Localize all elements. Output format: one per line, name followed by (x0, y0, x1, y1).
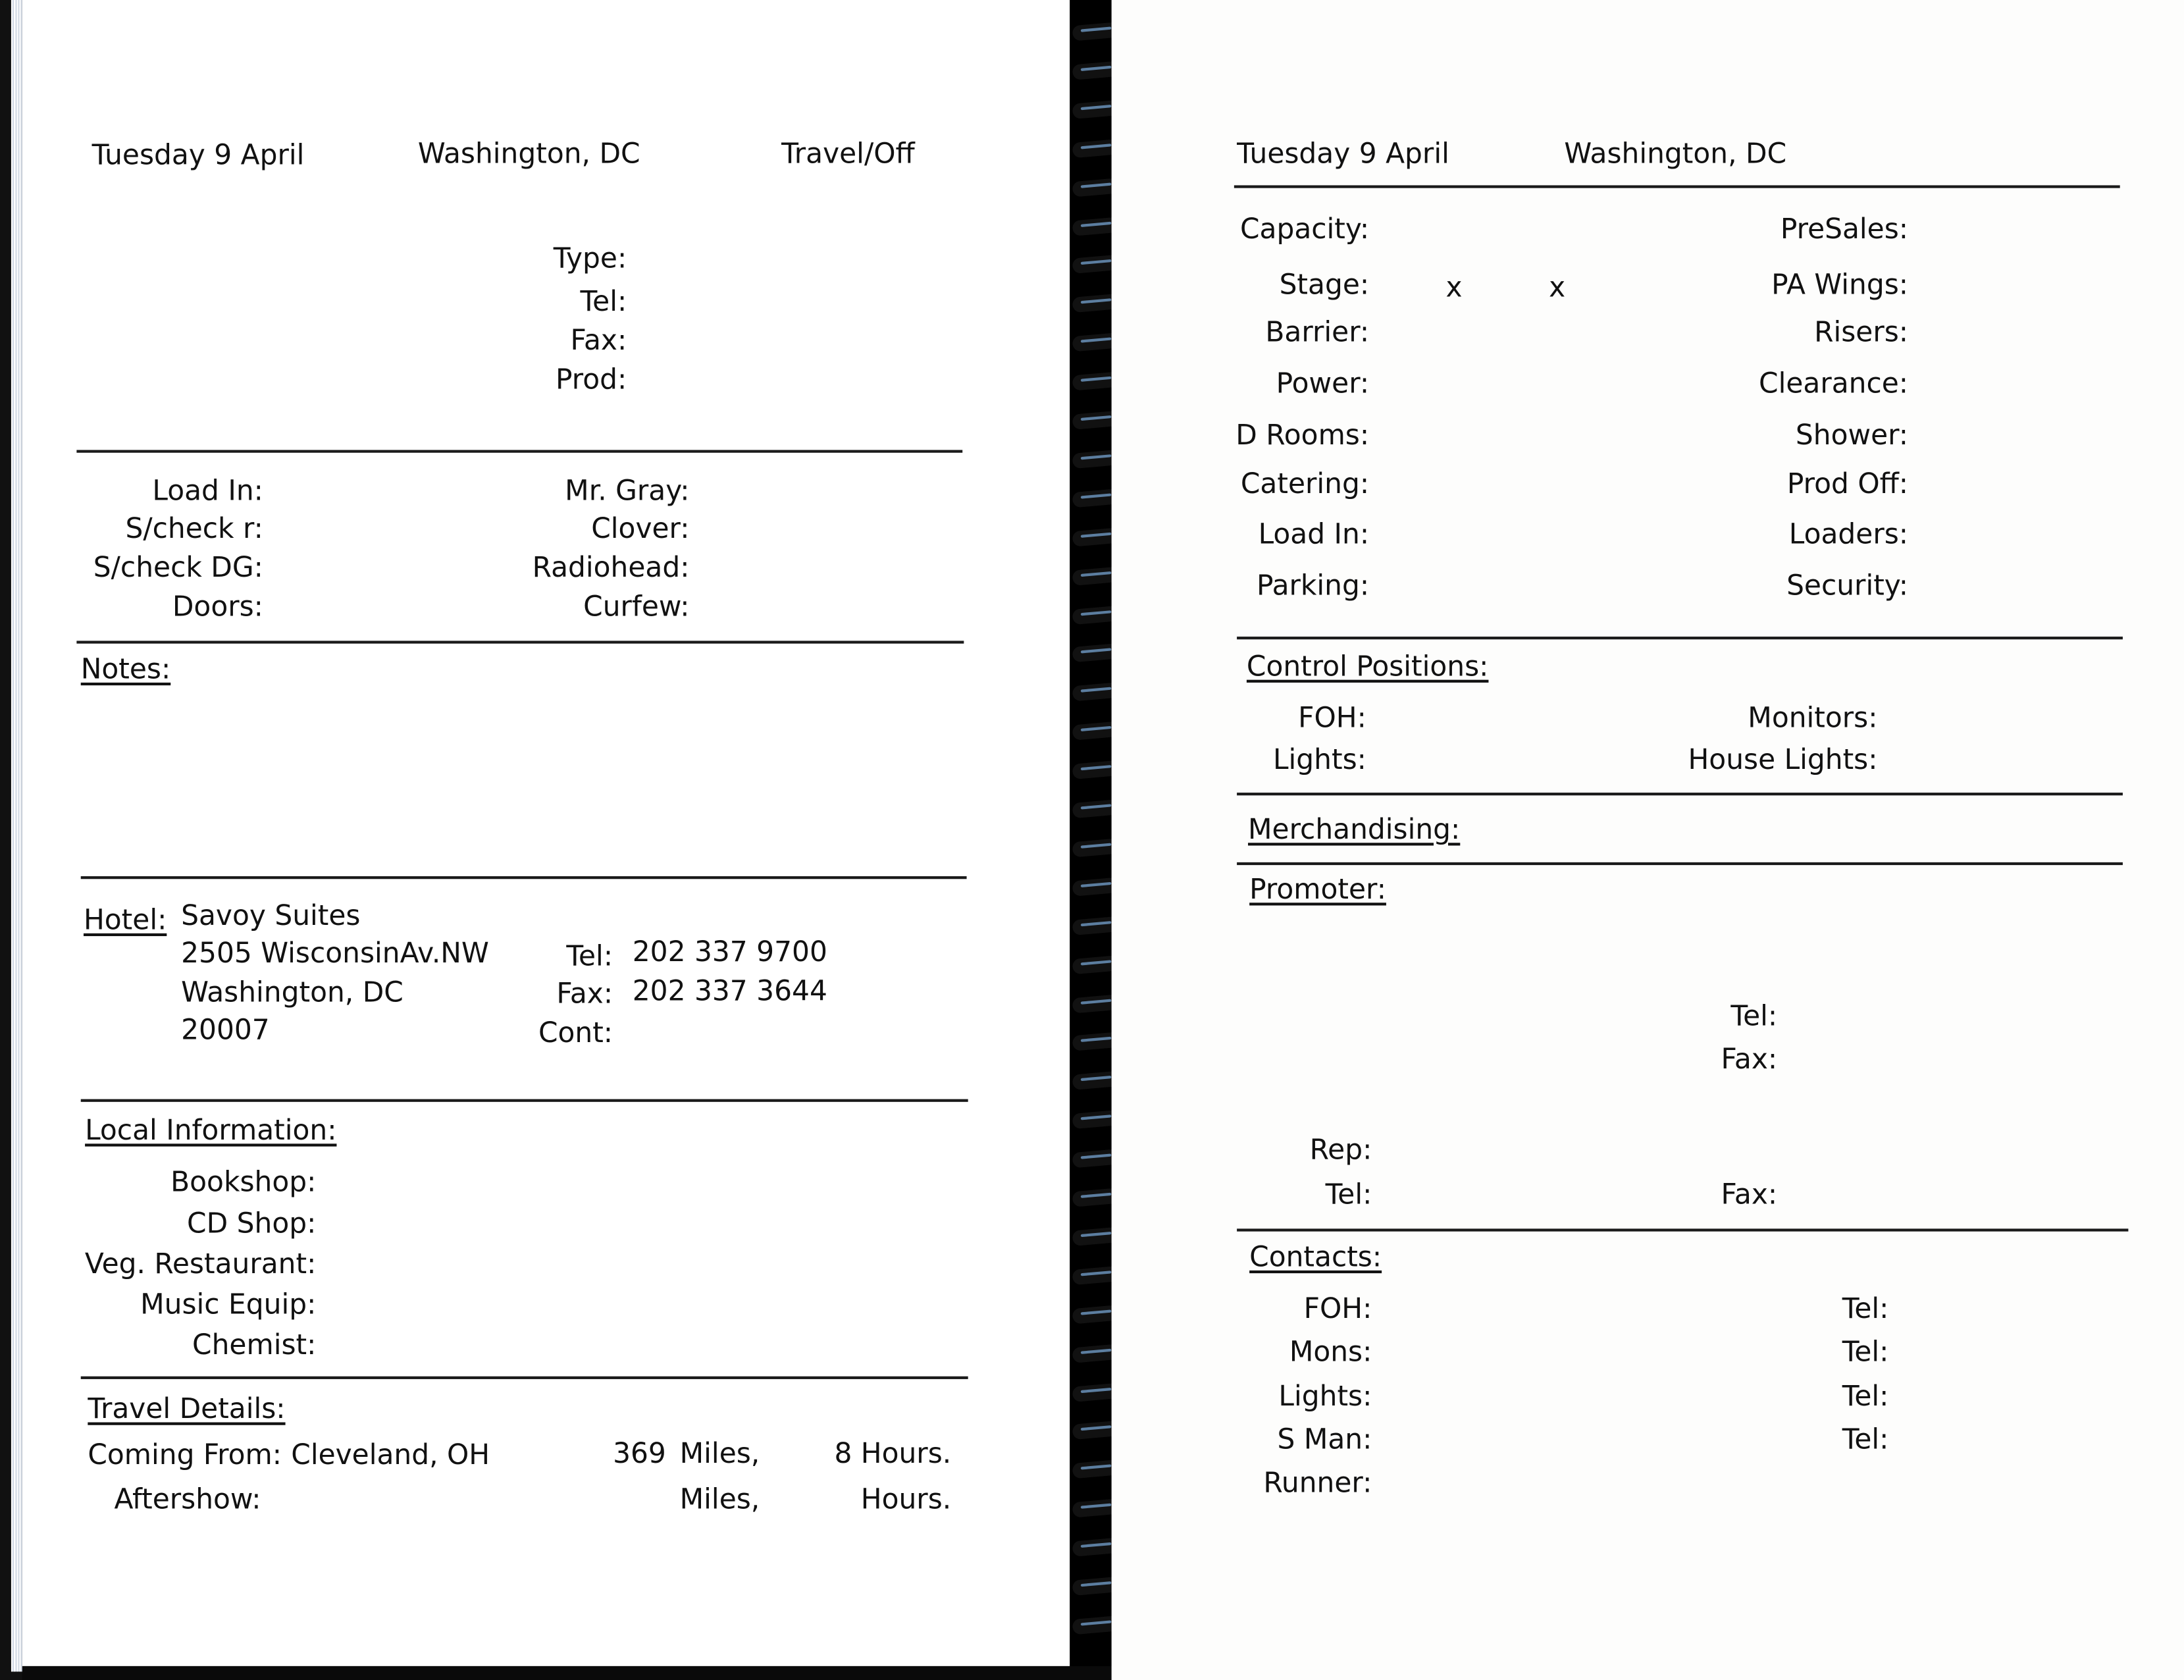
clearance-label: Clearance: (1759, 366, 1909, 400)
hours-label: Hours. (860, 1436, 952, 1470)
aftershow-label: Aftershow: (114, 1482, 261, 1516)
soundcheck-dg-label: S/check DG: (93, 550, 263, 584)
right-date: Tuesday 9 April (1237, 136, 1449, 171)
contact-lights-label: Lights: (1278, 1378, 1372, 1413)
hotel-street: 2505 WisconsinAv.NW (181, 936, 489, 970)
security-label: Security: (1786, 568, 1909, 602)
divider (81, 1099, 968, 1102)
control-positions-heading: Control Positions: (1246, 649, 1489, 683)
divider (1237, 862, 2123, 865)
chemist-label: Chemist: (192, 1327, 317, 1361)
contact-tel-label: Tel: (1842, 1291, 1889, 1325)
stage-mark: x (1445, 270, 1463, 304)
divider (1237, 793, 2123, 795)
venue-fax-label: Fax: (570, 323, 627, 357)
hotel-tel: 202 337 9700 (632, 934, 827, 968)
control-foh-label: FOH: (1298, 700, 1366, 735)
contact-foh-label: FOH: (1303, 1291, 1372, 1325)
divider (76, 641, 964, 643)
control-house-lights-label: House Lights: (1688, 742, 1878, 776)
promoter-fax-label: Fax: (1721, 1041, 1778, 1076)
rep-label: Rep: (1309, 1132, 1372, 1167)
aftershow-hours-label: Hours. (860, 1482, 952, 1516)
contact-stage-manager-label: S Man: (1277, 1422, 1372, 1456)
prod-off-label: Prod Off: (1786, 466, 1909, 500)
left-status: Travel/Off (781, 136, 915, 171)
hours-value: 8 (834, 1436, 852, 1470)
risers-label: Risers: (1814, 315, 1909, 349)
contact-tel-label: Tel: (1842, 1334, 1889, 1369)
miles-label: Miles, (679, 1436, 760, 1470)
rep-fax-label: Fax: (1721, 1177, 1778, 1211)
divider (76, 450, 962, 453)
pa-wings-label: PA Wings: (1771, 267, 1909, 302)
contact-runner-label: Runner: (1263, 1465, 1372, 1499)
shower-label: Shower: (1795, 417, 1909, 452)
contact-tel-label: Tel: (1842, 1378, 1889, 1413)
barrier-label: Barrier: (1265, 315, 1370, 349)
veg-restaurant-label: Veg. Restaurant: (84, 1246, 317, 1280)
load-in-label: Load In: (1258, 517, 1370, 550)
merchandising-heading: Merchandising: (1248, 812, 1461, 846)
local-info-heading: Local Information: (85, 1113, 337, 1147)
notes-heading: Notes: (80, 652, 171, 686)
clover-label: Clover: (591, 511, 690, 545)
bookshop-label: Bookshop: (170, 1165, 317, 1198)
hotel-contact-label: Cont: (538, 1015, 613, 1049)
promoter-heading: Promoter: (1249, 872, 1386, 906)
coming-from-value: Cleveland, OH (291, 1437, 490, 1471)
cd-shop-label: CD Shop: (187, 1206, 317, 1240)
control-monitors-label: Monitors: (1748, 700, 1878, 735)
venue-prod-label: Prod: (555, 362, 627, 396)
divider (81, 1377, 968, 1379)
mr-gray-label: Mr. Gray: (565, 473, 690, 508)
miles-value: 369 (613, 1436, 666, 1470)
stage-label: Stage: (1279, 267, 1370, 302)
hotel-fax-label: Fax: (556, 976, 613, 1011)
contact-mons-label: Mons: (1289, 1334, 1372, 1369)
right-city: Washington, DC (1564, 136, 1787, 171)
divider (1237, 637, 2123, 639)
contacts-heading: Contacts: (1249, 1240, 1382, 1274)
aftershow-miles-label: Miles, (679, 1482, 760, 1516)
control-lights-label: Lights: (1272, 742, 1366, 776)
soundcheck-r-label: S/check r: (125, 511, 263, 545)
presales-label: PreSales: (1780, 211, 1909, 246)
rep-tel-label: Tel: (1325, 1177, 1372, 1211)
stage-mark: x (1549, 270, 1566, 304)
curfew-label: Curfew: (583, 589, 690, 623)
hotel-fax: 202 337 3644 (632, 974, 827, 1007)
d-rooms-label: D Rooms: (1235, 417, 1370, 452)
hotel-zip: 20007 (181, 1012, 270, 1047)
hotel-heading: Hotel: (83, 903, 167, 937)
power-label: Power: (1276, 366, 1370, 400)
radiohead-label: Radiohead: (532, 550, 690, 584)
page-stack-edge (0, 0, 22, 1680)
right-page (1112, 0, 2184, 1680)
hotel-city: Washington, DC (181, 975, 403, 1009)
contact-tel-label: Tel: (1842, 1422, 1889, 1456)
venue-tel-label: Tel: (580, 284, 627, 318)
hotel-name: Savoy Suites (181, 898, 361, 932)
left-city: Washington, DC (417, 136, 640, 171)
capacity-label: Capacity: (1239, 211, 1370, 246)
page-bottom-edge (22, 1666, 1112, 1680)
divider (1234, 185, 2120, 188)
venue-type-label: Type: (553, 241, 627, 275)
parking-label: Parking: (1256, 568, 1370, 602)
travel-heading: Travel Details: (88, 1391, 286, 1425)
divider (81, 876, 967, 879)
music-equip-label: Music Equip: (140, 1287, 317, 1321)
catering-label: Catering: (1240, 466, 1370, 500)
left-page (22, 0, 1070, 1666)
divider (1237, 1228, 2128, 1231)
loaders-label: Loaders: (1788, 517, 1909, 550)
doors-label: Doors: (172, 589, 263, 623)
coming-from-label: Coming From: (88, 1437, 282, 1471)
promoter-tel-label: Tel: (1730, 999, 1778, 1033)
left-date: Tuesday 9 April (91, 138, 305, 172)
hotel-tel-label: Tel: (566, 939, 613, 973)
load-in-label: Load In: (152, 473, 263, 508)
